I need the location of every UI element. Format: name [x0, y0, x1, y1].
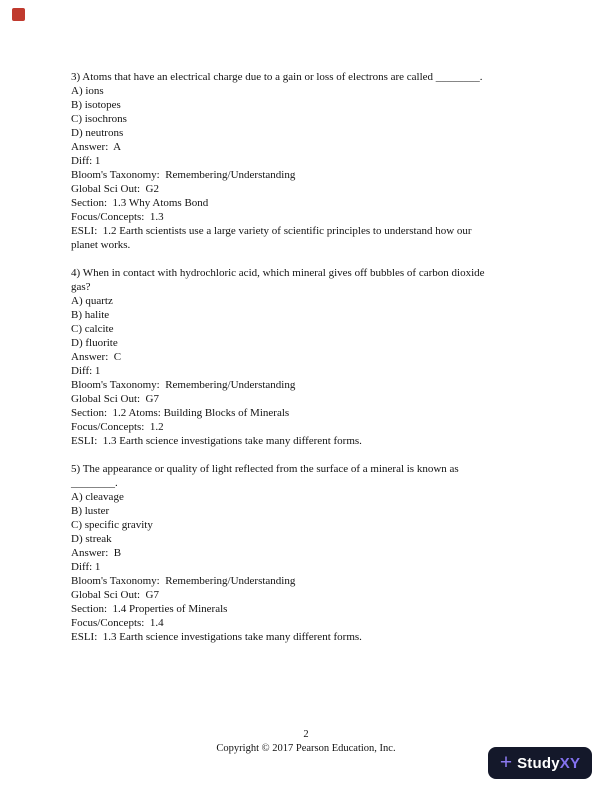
- question-text-line: gas?: [71, 281, 91, 293]
- page-content: [71, 70, 546, 658]
- question-text-line: Bloom's Taxonomy: Remembering/Understanding: [71, 379, 296, 391]
- question-text-line: Bloom's Taxonomy: Remembering/Understanding: [71, 575, 296, 587]
- question-text-line: ESLI: 1.2 Earth scientists use a large variety of scientific principles to understand how our: [71, 225, 472, 237]
- question-text-line: ESLI: 1.3 Earth science investigations take many different forms.: [71, 435, 362, 447]
- question-text-line: C) isochrons: [71, 113, 127, 125]
- question-text-line: A) quartz: [71, 295, 113, 307]
- page-number: 2: [303, 729, 309, 740]
- copyright-text: Copyright © 2017 Pearson Education, Inc.: [216, 742, 396, 754]
- question-block-4: [71, 266, 546, 448]
- corner-marker: [12, 8, 25, 21]
- question-text-line: Diff: 1: [71, 365, 101, 377]
- question-text-line: B) halite: [71, 309, 110, 321]
- question-text-line: ESLI: 1.3 Earth science investigations take many different forms.: [71, 631, 362, 643]
- question-text-line: 3) Atoms that have an electrical charge due to a gain or loss of electrons are called ________.: [71, 71, 483, 83]
- question-block-3: [71, 70, 546, 252]
- question-text-line: 4) When in contact with hydrochloric acid, which mineral gives off bubbles of carbon dioxide: [71, 267, 485, 279]
- question-text-line: Answer: C: [71, 351, 122, 363]
- question-text-line: Section: 1.2 Atoms: Building Blocks of Minerals: [71, 407, 290, 419]
- question-text-line: B) isotopes: [71, 99, 121, 111]
- brand-name-primary: Study: [517, 754, 560, 772]
- question-text-line: A) cleavage: [71, 491, 124, 503]
- question-text-line: D) neutrons: [71, 127, 124, 139]
- question-text-line: A) ions: [71, 85, 104, 97]
- question-text-line: B) luster: [71, 505, 110, 517]
- question-text-line: Focus/Concepts: 1.2: [71, 421, 164, 433]
- question-text-line: Focus/Concepts: 1.3: [71, 211, 164, 223]
- plus-icon: +: [499, 750, 513, 774]
- brand-name-accent: XY: [559, 754, 581, 772]
- question-text-line: D) fluorite: [71, 337, 118, 349]
- question-text-line: Diff: 1: [71, 155, 101, 167]
- question-text-line: ________.: [71, 477, 118, 489]
- question-text-line: Section: 1.3 Why Atoms Bond: [71, 197, 209, 209]
- question-text-line: C) specific gravity: [71, 519, 153, 531]
- question-text-line: planet works.: [71, 239, 131, 251]
- question-text-line: 5) The appearance or quality of light reflected from the surface of a mineral is known as: [71, 463, 459, 475]
- question-text-line: D) streak: [71, 533, 112, 545]
- question-text-line: Focus/Concepts: 1.4: [71, 617, 164, 629]
- question-text-line: Global Sci Out: G7: [71, 589, 159, 601]
- question-text-line: Global Sci Out: G7: [71, 393, 159, 405]
- question-text-line: Bloom's Taxonomy: Remembering/Understanding: [71, 169, 296, 181]
- question-text-line: Section: 1.4 Properties of Minerals: [71, 603, 228, 615]
- question-block-5: [71, 462, 546, 644]
- question-text-line: Diff: 1: [71, 561, 101, 573]
- question-text-line: C) calcite: [71, 323, 114, 335]
- question-text-line: Global Sci Out: G2: [71, 183, 159, 195]
- question-text-line: Answer: A: [71, 141, 122, 153]
- brand-name: [517, 755, 580, 772]
- studyxy-badge: [488, 747, 592, 779]
- question-text-line: Answer: B: [71, 547, 122, 559]
